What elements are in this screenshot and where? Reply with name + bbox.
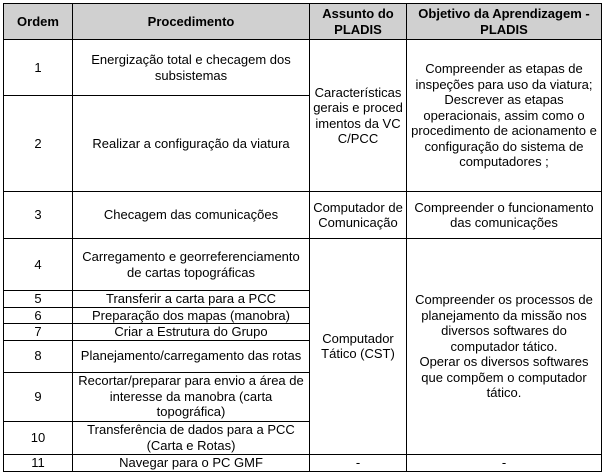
table-row [4, 239, 602, 291]
cell-ordem: 11 [4, 454, 73, 471]
objetivo-text: Descrever as etapas operacionais, assim como o procedimento de acionamento e configuração do sistema de computadores ; [411, 92, 597, 170]
cell-procedimento: Carregamento e georreferenciamento de cartas topográficas [73, 239, 310, 291]
cell-ordem: 8 [4, 340, 73, 372]
cell-objetivo: Compreender o funcionamento das comunicações [407, 192, 602, 239]
cell-ordem: 9 [4, 372, 73, 421]
table-row [4, 192, 602, 239]
cell-ordem: 7 [4, 324, 73, 341]
header-procedimento: Procedimento [73, 4, 310, 40]
pladis-procedures-table [3, 3, 602, 472]
cell-objetivo: - [407, 454, 602, 471]
cell-assunto: Características gerais e procedimentos da VCC/PCC [310, 40, 407, 192]
cell-procedimento: Planejamento/carregamento das rotas [73, 340, 310, 372]
objetivo-text: Compreender os processos de planejamento da missão nos diversos softwares do computador tático. [415, 292, 593, 354]
cell-assunto: Computador de Comunicação [310, 192, 407, 239]
cell-procedimento: Preparação dos mapas (manobra) [73, 307, 310, 324]
cell-objetivo [407, 40, 602, 192]
cell-procedimento: Transferir a carta para a PCC [73, 291, 310, 308]
cell-procedimento: Criar a Estrutura do Grupo [73, 324, 310, 341]
cell-ordem: 1 [4, 40, 73, 96]
table-row [4, 454, 602, 471]
cell-assunto: Computador Tático (CST) [310, 239, 407, 455]
header-objetivo: Objetivo da Aprendizagem - PLADIS [407, 4, 602, 40]
cell-ordem: 3 [4, 192, 73, 239]
cell-ordem: 2 [4, 96, 73, 192]
cell-ordem: 6 [4, 307, 73, 324]
cell-procedimento: Checagem das comunicações [73, 192, 310, 239]
cell-procedimento: Realizar a configuração da viatura [73, 96, 310, 192]
cell-ordem: 5 [4, 291, 73, 308]
cell-assunto: - [310, 454, 407, 471]
cell-ordem: 4 [4, 239, 73, 291]
table-header-row [4, 4, 602, 40]
cell-procedimento: Transferência de dados para a PCC (Carta e Rotas) [73, 421, 310, 454]
cell-procedimento: Energização total e checagem dos subsistemas [73, 40, 310, 96]
cell-procedimento: Recortar/preparar para envio a área de interesse da manobra (carta topográfica) [73, 372, 310, 421]
objetivo-text: Compreender as etapas de inspeções para uso da viatura; [415, 61, 593, 92]
cell-objetivo [407, 239, 602, 455]
objetivo-text: Operar os diversos softwares que compõem o computador tático. [419, 354, 589, 400]
cell-ordem: 10 [4, 421, 73, 454]
header-assunto: Assunto do PLADIS [310, 4, 407, 40]
table-row [4, 40, 602, 96]
cell-procedimento: Navegar para o PC GMF [73, 454, 310, 471]
header-ordem: Ordem [4, 4, 73, 40]
